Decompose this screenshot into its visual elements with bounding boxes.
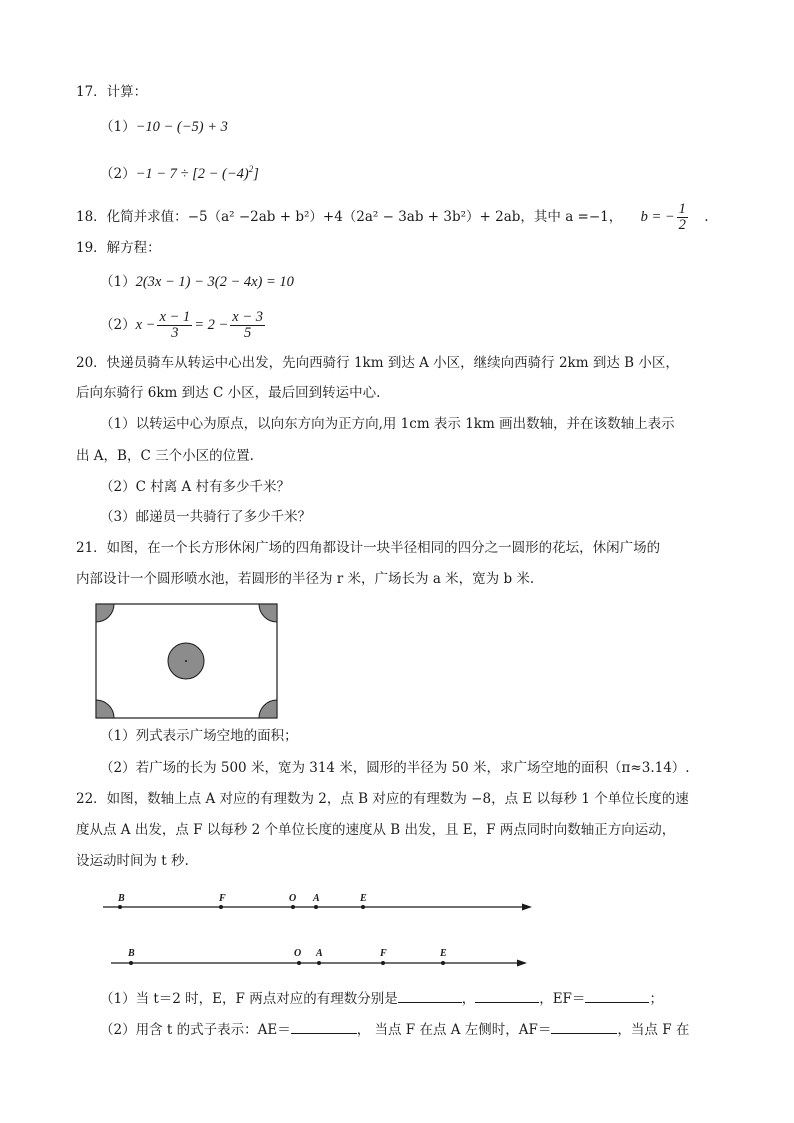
q19-title: 19．解方程： <box>76 240 161 256</box>
answer-blank-E[interactable] <box>398 987 462 1003</box>
q19-part2: （2）x − $\frac{x - 1}{3}$ = 2 − $\frac{x - 3}{5}$ <box>100 309 263 341</box>
axis2-label-A: A <box>316 948 323 959</box>
answer-blank-EF[interactable] <box>585 987 649 1003</box>
q22-line1: 22．如图，数轴上点 A 对应的有理数为 2，点 B 对应的有理数为 −8，点 E 以每秒 1 个单位长度的速 <box>76 791 689 807</box>
axis1-label-B: B <box>118 893 125 904</box>
axis1-label-F: F <box>219 893 226 904</box>
axis1-label-O: O <box>289 893 297 904</box>
answer-blank-AE[interactable] <box>291 1018 357 1034</box>
q20-part1-line1: （1）以转运中心为原点，以向东方向为正方向,用 1cm 表示 1km 画出数轴，并在该数轴上表示 <box>100 416 675 432</box>
q20-part1-line2: 出 A，B，C 三个小区的位置. <box>76 448 254 464</box>
number-line-figures <box>95 888 545 973</box>
q20-part3: （3）邮递员一共骑行了多少千米？ <box>100 509 312 525</box>
q21-line1: 21．如图，在一个长方形休闲广场的四角都设计一块半径相同的四分之一圆形的花坛，休闲广场的 <box>76 540 661 556</box>
q18-fraction: $\frac{1}{2}$ <box>678 201 686 233</box>
q17-title: 17．计算： <box>76 84 148 100</box>
q20-line2: 后向东骑行 6km 到达 C 小区，最后回到转运中心. <box>76 385 381 401</box>
q19-part1: （1）2(3x − 1) − 3(2 − 4x) = 10 <box>100 274 294 290</box>
q19-part1-equation: 2(3x − 1) − 3(2 − 4x) = 10 <box>135 274 294 290</box>
q18-statement: 18．化简并求值：−5（a² −2ab + b²）+4（2a² − 3ab + 3b²）+ 2ab，其中 a =−1， b = − $\frac{1}{2}$ . <box>76 201 709 233</box>
axis2-label-O: O <box>294 948 302 959</box>
q21-part1: （1）列式表示广场空地的面积； <box>100 728 298 744</box>
q17-part1-expression: −10 − (−5) + 3 <box>135 119 228 135</box>
q22-part1: （1）当 t＝2 时，E，F 两点对应的有理数分别是 ， ，EF＝ ； <box>100 987 663 1009</box>
q21-part2: （2）若广场的长为 500 米，宽为 314 米，圆形的半径为 50 米，求广场空地的面积（π≈3.14）. <box>100 760 690 776</box>
q17-part2: $(2)-1 - 7 \div [2 - (-4)^2]$ <box>100 164 259 182</box>
answer-blank-AF[interactable] <box>551 1018 617 1034</box>
number-line-2-arrow <box>517 960 527 967</box>
axis2-label-B: B <box>128 948 135 959</box>
q21-line2: 内部设计一个圆形喷水池，若圆形的半径为 r 米，广场长为 a 米，宽为 b 米. <box>76 571 535 587</box>
q22-line3: 设运动时间为 t 秒. <box>76 853 189 869</box>
q20-part2: （2）C 村离 A 村有多少千米？ <box>100 479 291 495</box>
number-line-1-arrow <box>522 904 532 911</box>
fountain-center-dot <box>185 660 187 662</box>
q20-line1: 20．快递员骑车从转运中心出发，先向西骑行 1km 到达 A 小区，继续向西骑行 2km 到达 B 小区， <box>76 355 679 371</box>
axis2-label-E: E <box>440 948 447 959</box>
q22-part2: （2）用含 t 的式子表示：AE＝ ， 当点 F 在点 A 左侧时，AF＝ ，当点 F 在 <box>100 1018 689 1040</box>
q22-line2: 度从点 A 出发，点 F 以每秒 2 个单位长度的速度从 B 出发，且 E，F 两点同时向数轴正方向运动， <box>76 822 676 838</box>
answer-blank-F[interactable] <box>475 987 539 1003</box>
axis2-label-F: F <box>380 948 387 959</box>
axis1-label-E: E <box>360 893 367 904</box>
q17-part1: （1）−10 − (−5) + 3 <box>100 119 228 135</box>
q19-fraction-1: $\frac{x - 1}{3}$ <box>159 309 191 341</box>
q19-fraction-2: $\frac{x - 3}{5}$ <box>232 309 263 341</box>
plaza-diagram <box>95 603 279 720</box>
q17-part2-expression: $-1 - 7 \div [2 - (-4)^2]$ <box>135 164 259 182</box>
axis1-label-A: A <box>313 893 320 904</box>
